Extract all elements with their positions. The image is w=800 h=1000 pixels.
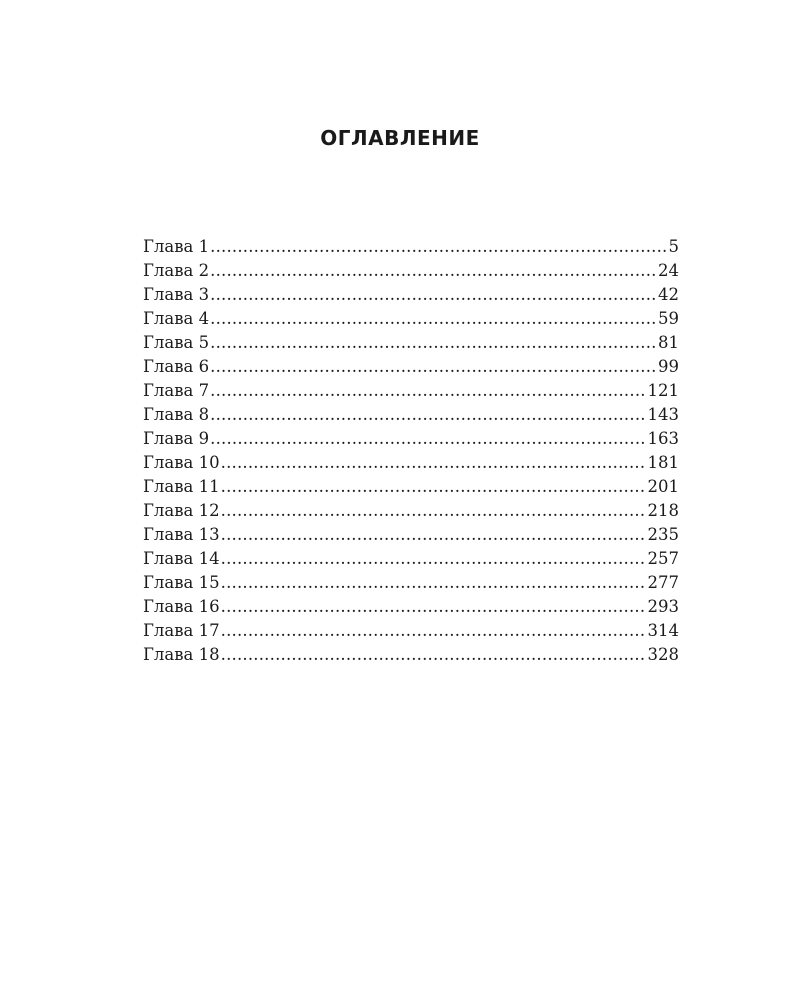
toc-entry-page-number: 99	[658, 357, 679, 376]
toc-dot-leader	[210, 403, 646, 427]
toc-dot-leader	[210, 259, 657, 283]
toc-entry-label: Глава 17	[143, 621, 220, 640]
toc-entry-page-number: 143	[647, 405, 679, 424]
toc-entry-label: Глава 9	[143, 429, 210, 448]
table-of-contents	[143, 235, 679, 667]
toc-entry-label: Глава 18	[143, 645, 220, 664]
toc-dot-leader	[210, 355, 657, 379]
toc-entry[interactable]	[143, 427, 679, 451]
toc-entry[interactable]	[143, 523, 679, 547]
toc-entry-label: Глава 3	[143, 285, 210, 304]
toc-dot-leader	[210, 427, 646, 451]
toc-entry-page-number: 42	[658, 285, 679, 304]
toc-entry-page-number: 24	[658, 261, 679, 280]
toc-entry-page-number: 81	[658, 333, 679, 352]
toc-entry-page-number: 328	[647, 645, 679, 664]
toc-entry-page-number: 163	[647, 429, 679, 448]
toc-entry-page-number: 5	[668, 237, 679, 256]
toc-entry[interactable]	[143, 235, 679, 259]
toc-dot-leader	[210, 283, 657, 307]
toc-entry-page-number: 218	[647, 501, 679, 520]
toc-entry-page-number: 121	[647, 381, 679, 400]
toc-entry-page-number: 235	[647, 525, 679, 544]
toc-entry[interactable]	[143, 499, 679, 523]
toc-entry[interactable]	[143, 595, 679, 619]
toc-dot-leader	[221, 523, 647, 547]
toc-entry[interactable]	[143, 475, 679, 499]
page-title: ОГЛАВЛЕНИЕ	[320, 126, 480, 150]
toc-entry[interactable]	[143, 451, 679, 475]
toc-entry-page-number: 257	[647, 549, 679, 568]
toc-entry[interactable]	[143, 571, 679, 595]
toc-entry[interactable]	[143, 547, 679, 571]
toc-dot-leader	[210, 331, 657, 355]
toc-dot-leader	[221, 595, 647, 619]
toc-dot-leader	[221, 475, 647, 499]
toc-entry[interactable]	[143, 619, 679, 643]
toc-entry-label: Глава 11	[143, 477, 220, 496]
toc-entry-label: Глава 8	[143, 405, 210, 424]
toc-entry-label: Глава 6	[143, 357, 210, 376]
toc-entry-page-number: 201	[647, 477, 679, 496]
toc-entry-label: Глава 5	[143, 333, 210, 352]
toc-entry-label: Глава 12	[143, 501, 220, 520]
toc-entry-label: Глава 7	[143, 381, 210, 400]
toc-entry-label: Глава 2	[143, 261, 210, 280]
toc-dot-leader	[210, 235, 667, 259]
toc-dot-leader	[221, 643, 647, 667]
toc-dot-leader	[221, 571, 647, 595]
toc-entry[interactable]	[143, 283, 679, 307]
toc-entry-label: Глава 4	[143, 309, 210, 328]
toc-entry[interactable]	[143, 379, 679, 403]
toc-dot-leader	[221, 499, 647, 523]
toc-dot-leader	[221, 547, 647, 571]
toc-entry-page-number: 59	[658, 309, 679, 328]
toc-entry-page-number: 277	[647, 573, 679, 592]
toc-dot-leader	[210, 379, 646, 403]
toc-dot-leader	[210, 307, 657, 331]
toc-entry[interactable]	[143, 259, 679, 283]
toc-entry-label: Глава 10	[143, 453, 220, 472]
toc-entry-label: Глава 1	[143, 237, 210, 256]
toc-entry[interactable]	[143, 643, 679, 667]
toc-entry[interactable]	[143, 403, 679, 427]
toc-entry[interactable]	[143, 331, 679, 355]
toc-entry-label: Глава 15	[143, 573, 220, 592]
toc-dot-leader	[221, 451, 647, 475]
toc-entry-label: Глава 14	[143, 549, 220, 568]
toc-entry-label: Глава 13	[143, 525, 220, 544]
toc-entry-page-number: 181	[647, 453, 679, 472]
toc-dot-leader	[221, 619, 647, 643]
toc-entry[interactable]	[143, 307, 679, 331]
toc-entry-label: Глава 16	[143, 597, 220, 616]
toc-entry-page-number: 314	[647, 621, 679, 640]
toc-entry[interactable]	[143, 355, 679, 379]
toc-entry-page-number: 293	[647, 597, 679, 616]
